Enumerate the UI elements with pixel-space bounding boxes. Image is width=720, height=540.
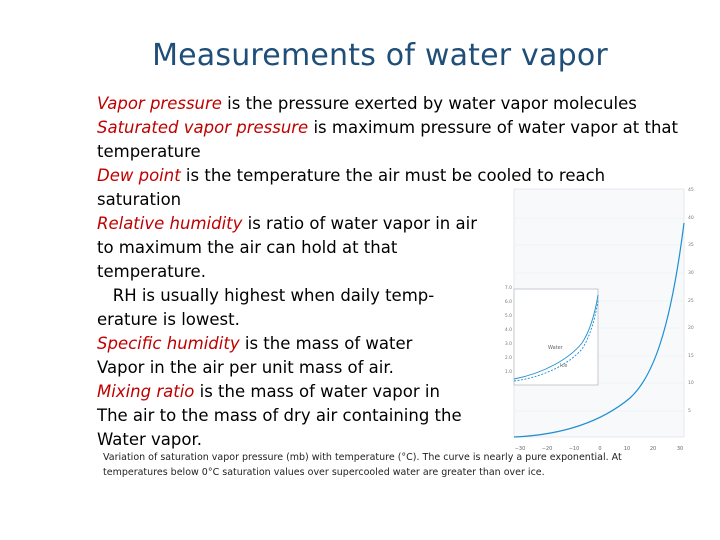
right-tick: 10 [688,381,694,386]
term-dew-point: Dew point [97,166,181,185]
definition-vapor-pressure: is the pressure exerted by water vapor molecules [221,94,637,113]
definition-continuation: The air to the mass of dry air containing the [97,406,462,425]
right-tick: 20 [688,326,694,331]
x-tick: 20 [649,446,657,452]
x-tick: 10 [623,446,631,452]
figure-caption [103,450,663,480]
rh-note: RH is usually highest when daily temp- [97,286,435,305]
term-mixing-ratio: Mixing ratio [97,382,195,401]
inset-label-ice: Ice [560,363,568,369]
inset-label-water: Water [548,345,563,351]
right-tick: 45 [688,188,694,193]
rh-note-continuation: erature is lowest. [97,310,240,329]
left-tick: 6.0 [504,300,512,305]
right-tick: 5 [688,409,691,414]
caption-line-1: Variation of saturation vapor pressure (mb) with temperature (°C). The curve is nearly a pure exponential. At [103,452,622,463]
definition-relative-humidity: is ratio of water vapor in air [242,214,477,233]
left-tick: 3.0 [504,342,512,347]
text-line-3 [97,140,677,164]
slide-title: Measurements of water vapor [152,38,608,73]
x-tick: 30 [676,446,684,452]
term-saturated-vapor-pressure: Saturated vapor pressure [97,118,309,137]
definition-continuation: temperature [97,142,201,161]
text-line-2 [97,116,677,140]
left-axis-ticks [505,285,512,375]
term-specific-humidity: Specific humidity [97,334,240,353]
vapor-pressure-figure [490,183,710,458]
definition-specific-humidity: is the mass of water [239,334,413,353]
x-tick: −10 [568,446,580,452]
definition-dew-point: is the temperature the air must be cooled to reach [180,166,606,185]
right-axis-ticks [688,187,694,414]
right-tick: 30 [688,271,694,276]
x-tick: 0 [598,446,602,452]
definition-continuation: to maximum the air can hold at that [97,238,398,257]
definition-continuation: temperature. [97,262,206,281]
left-tick: 2.0 [504,356,512,361]
x-tick: −20 [541,446,553,452]
left-tick: 4.0 [504,328,512,333]
caption-line-2: temperatures below 0°C saturation values over supercooled water are greater than over ice. [103,467,545,478]
definition-continuation: Vapor in the air per unit mass of air. [97,358,394,377]
x-tick: −30 [514,446,526,452]
right-tick: 35 [688,243,694,248]
term-vapor-pressure: Vapor pressure [97,94,222,113]
right-tick: 25 [688,299,694,304]
definition-mixing-ratio: is the mass of water vapor in [194,382,440,401]
definition-continuation: saturation [97,190,182,209]
vapor-pressure-chart [490,183,710,458]
right-tick: 15 [688,354,694,359]
definition-saturated-vapor-pressure: is maximum pressure of water vapor at that [308,118,678,137]
term-relative-humidity: Relative humidity [97,214,243,233]
right-tick: 40 [688,216,694,221]
left-tick: 7.0 [504,286,512,291]
text-line-1 [97,92,677,116]
left-tick: 1.0 [504,370,512,375]
definition-continuation: Water vapor. [97,430,202,449]
left-tick: 5.0 [504,314,512,319]
